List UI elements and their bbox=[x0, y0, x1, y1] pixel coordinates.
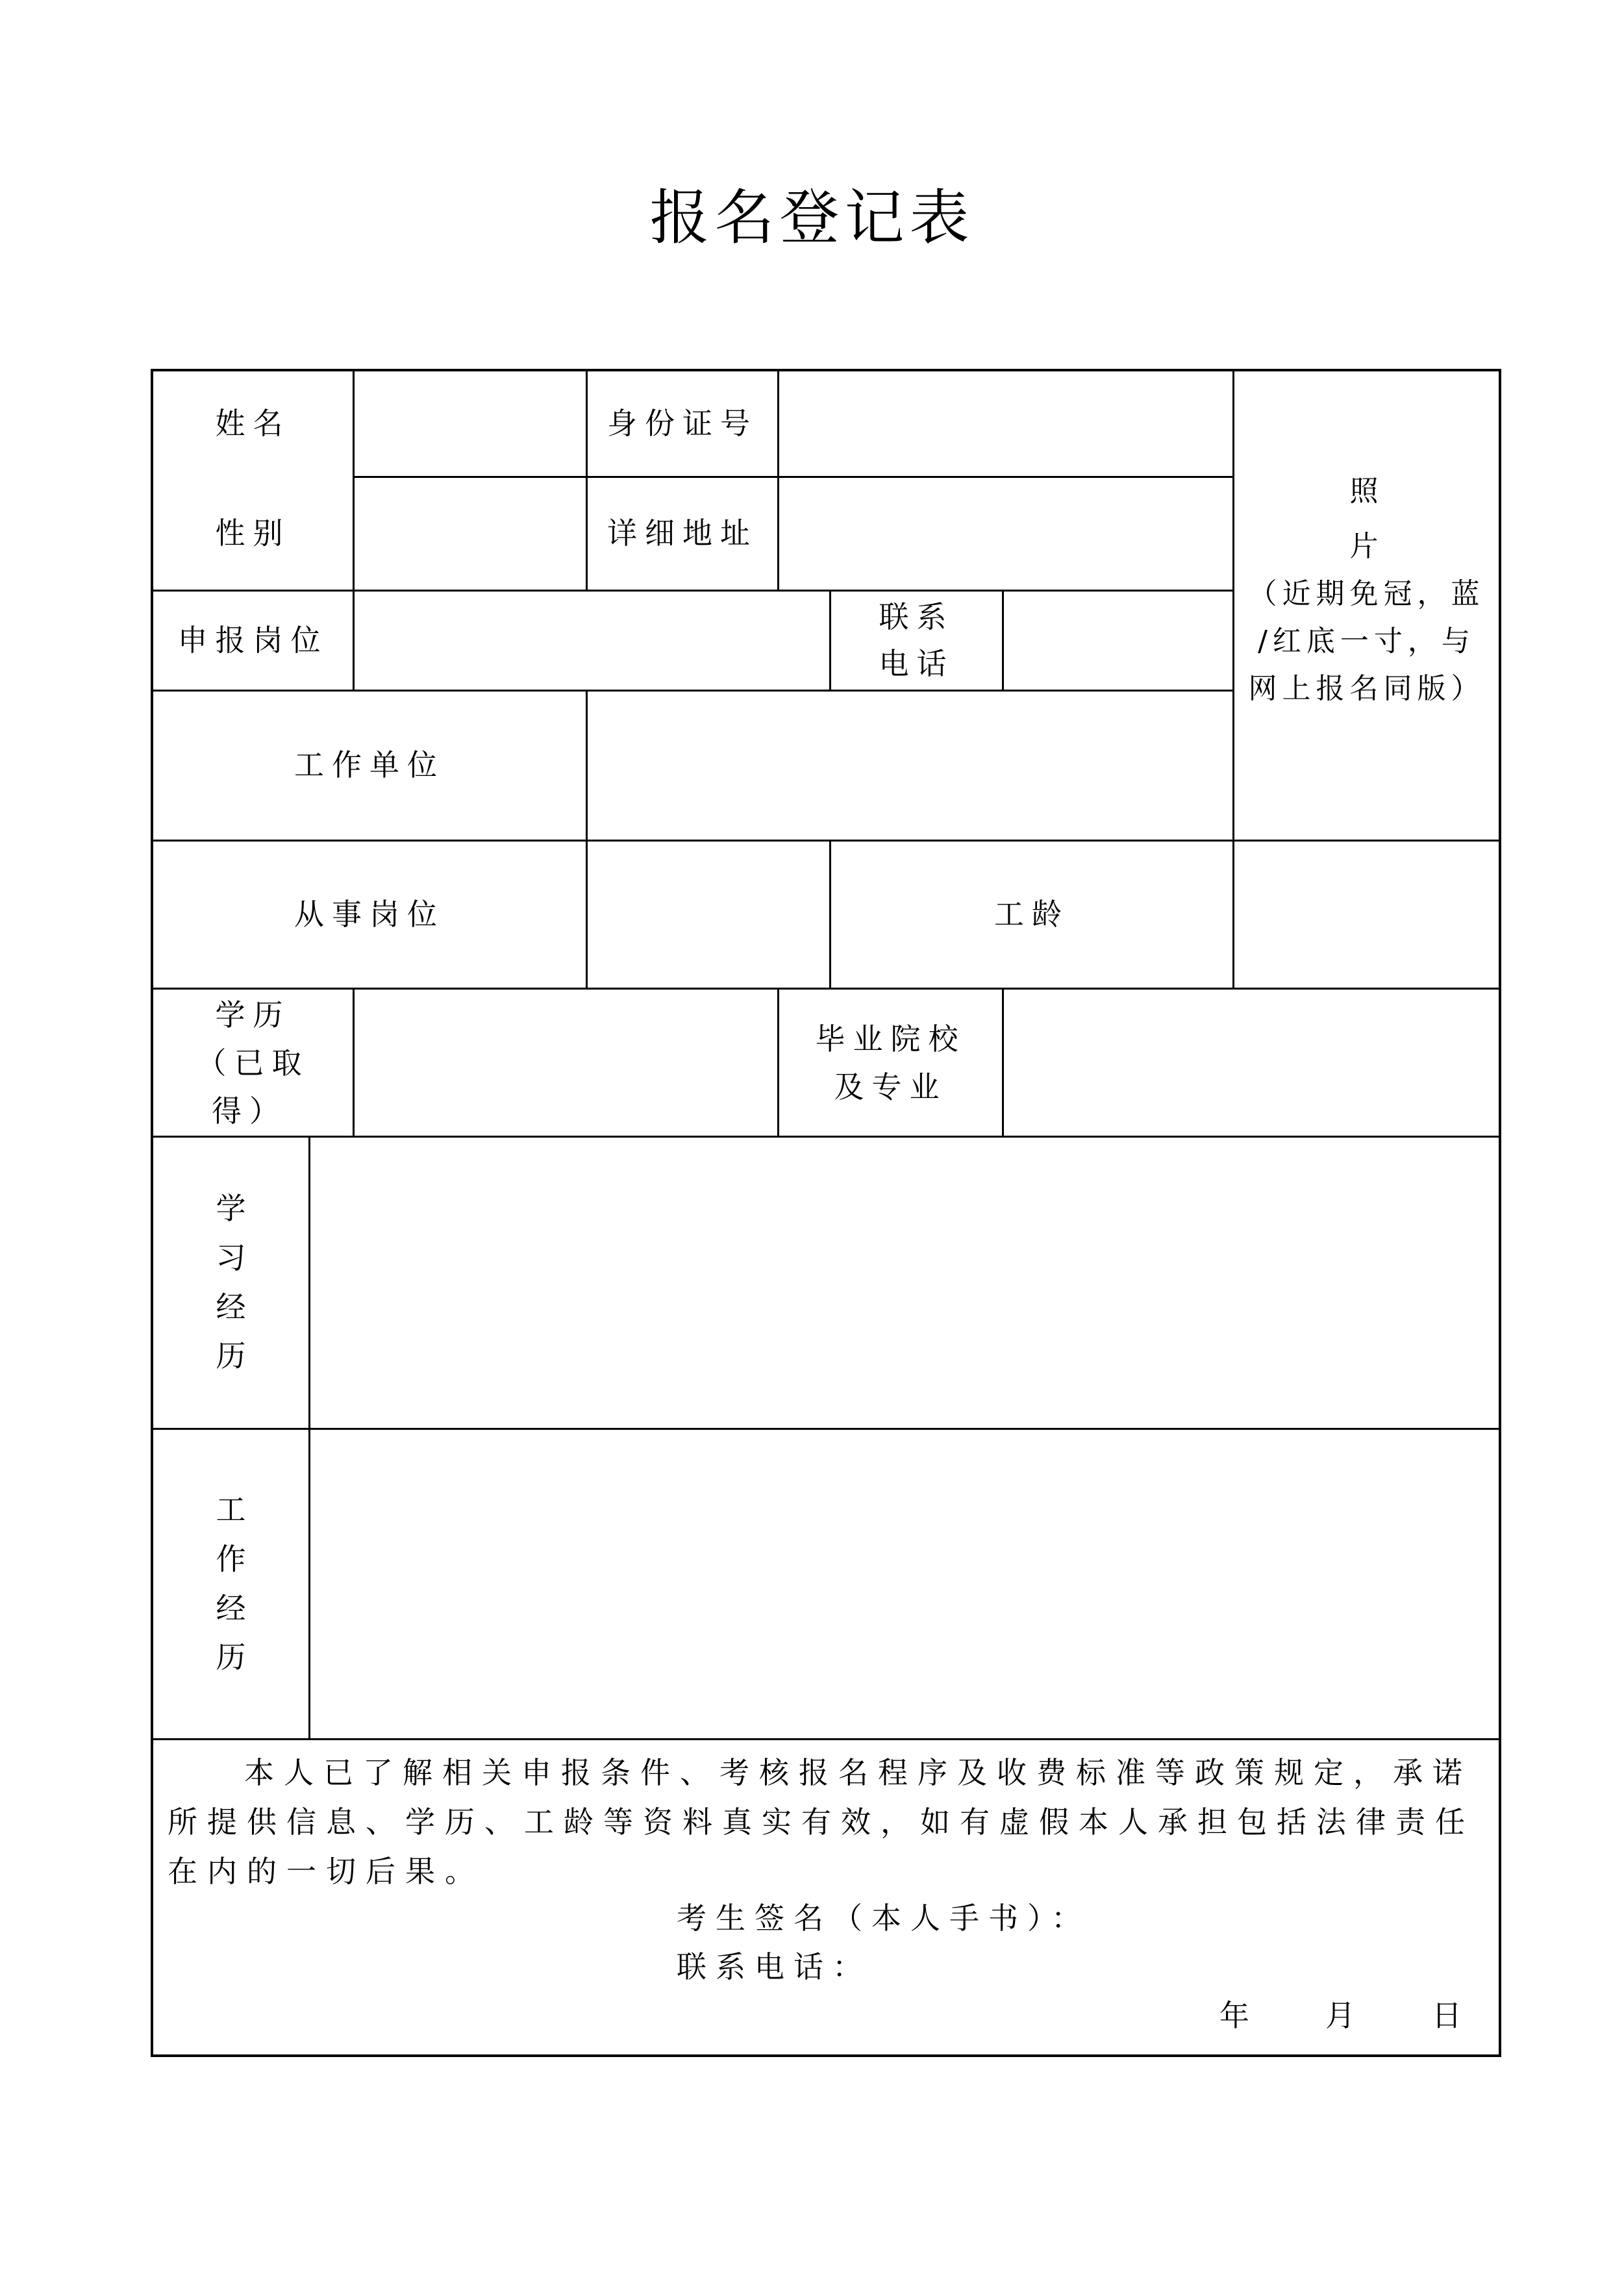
contact-phone-field[interactable] bbox=[1004, 592, 1232, 690]
work-history-field[interactable] bbox=[310, 1430, 1499, 1738]
address-field[interactable] bbox=[779, 478, 1232, 590]
position-applied-field[interactable] bbox=[355, 592, 829, 690]
id-number-label: 身份证号 bbox=[607, 405, 758, 441]
photo-note-line1: （近期免冠，蓝 bbox=[1248, 577, 1485, 610]
education-label-line2: （已取 bbox=[196, 1045, 310, 1080]
contact-phone-label bbox=[831, 592, 1002, 690]
school-label-line1: 毕业院校 bbox=[815, 1021, 966, 1056]
current-position-label: 从事岗位 bbox=[294, 896, 445, 932]
employer-label: 工作单位 bbox=[294, 747, 445, 783]
name-label: 姓名 bbox=[215, 405, 291, 441]
address-label: 详细地址 bbox=[607, 516, 758, 551]
study-history-char: 经 bbox=[216, 1289, 246, 1325]
work-history-char: 经 bbox=[216, 1590, 246, 1626]
declaration-text: 本人已了解相关申报条件、考核报名程序及收费标准等政策规定，承诺所提供信息、学历、工龄等资料真实有效，如有虚假本人承担包括法律责任在内的一切后果。 bbox=[168, 1755, 1475, 1889]
date-month-label: 月 bbox=[1325, 1998, 1355, 2033]
school-major-field[interactable] bbox=[1004, 990, 1499, 1136]
study-history-char: 历 bbox=[216, 1338, 246, 1374]
work-years-field[interactable] bbox=[1234, 842, 1499, 988]
study-history-field[interactable] bbox=[310, 1138, 1499, 1428]
education-label bbox=[153, 990, 353, 1136]
work-history-label bbox=[153, 1430, 308, 1738]
study-history-char: 学 bbox=[216, 1190, 246, 1226]
declaration-phone-label: 联系电话： bbox=[677, 1949, 871, 1984]
contact-phone-label-line2: 电话 bbox=[879, 645, 955, 681]
id-number-field[interactable] bbox=[779, 371, 1232, 476]
position-applied-label: 申报岗位 bbox=[177, 622, 329, 658]
photo-note-line3: 网上报名同版） bbox=[1248, 672, 1485, 705]
work-years-label: 工龄 bbox=[994, 896, 1069, 932]
declaration bbox=[168, 1748, 1486, 1896]
work-history-char: 工 bbox=[216, 1491, 246, 1527]
photo-box bbox=[1234, 371, 1499, 840]
name-field[interactable] bbox=[355, 371, 586, 476]
current-position-field[interactable] bbox=[588, 842, 829, 988]
work-history-char: 作 bbox=[216, 1541, 246, 1577]
school-label-line2: 及专业 bbox=[834, 1069, 947, 1104]
education-label-line3: 得） bbox=[212, 1093, 287, 1129]
photo-note-line2: /红底一寸，与 bbox=[1258, 625, 1475, 658]
education-label-line1: 学历 bbox=[215, 997, 291, 1032]
education-field[interactable] bbox=[355, 990, 777, 1136]
signature-label: 考生签名（本人手书）： bbox=[677, 1901, 1090, 1936]
photo-label-line2: 片 bbox=[1349, 530, 1384, 563]
date-year-label: 年 bbox=[1219, 1998, 1249, 2033]
contact-phone-label-line1: 联系 bbox=[879, 599, 955, 635]
gender-label: 性别 bbox=[215, 516, 291, 551]
employer-field[interactable] bbox=[588, 692, 1232, 840]
work-history-char: 历 bbox=[216, 1640, 246, 1675]
date-day-label: 日 bbox=[1432, 1998, 1462, 2033]
study-history-char: 习 bbox=[216, 1240, 246, 1275]
school-major-label bbox=[779, 990, 1002, 1136]
row-divider bbox=[151, 1738, 1501, 1740]
photo-label-line1: 照 bbox=[1349, 475, 1384, 508]
study-history-label bbox=[153, 1138, 308, 1428]
page-title: 报名登记表 bbox=[649, 183, 975, 253]
gender-field[interactable] bbox=[355, 478, 586, 590]
